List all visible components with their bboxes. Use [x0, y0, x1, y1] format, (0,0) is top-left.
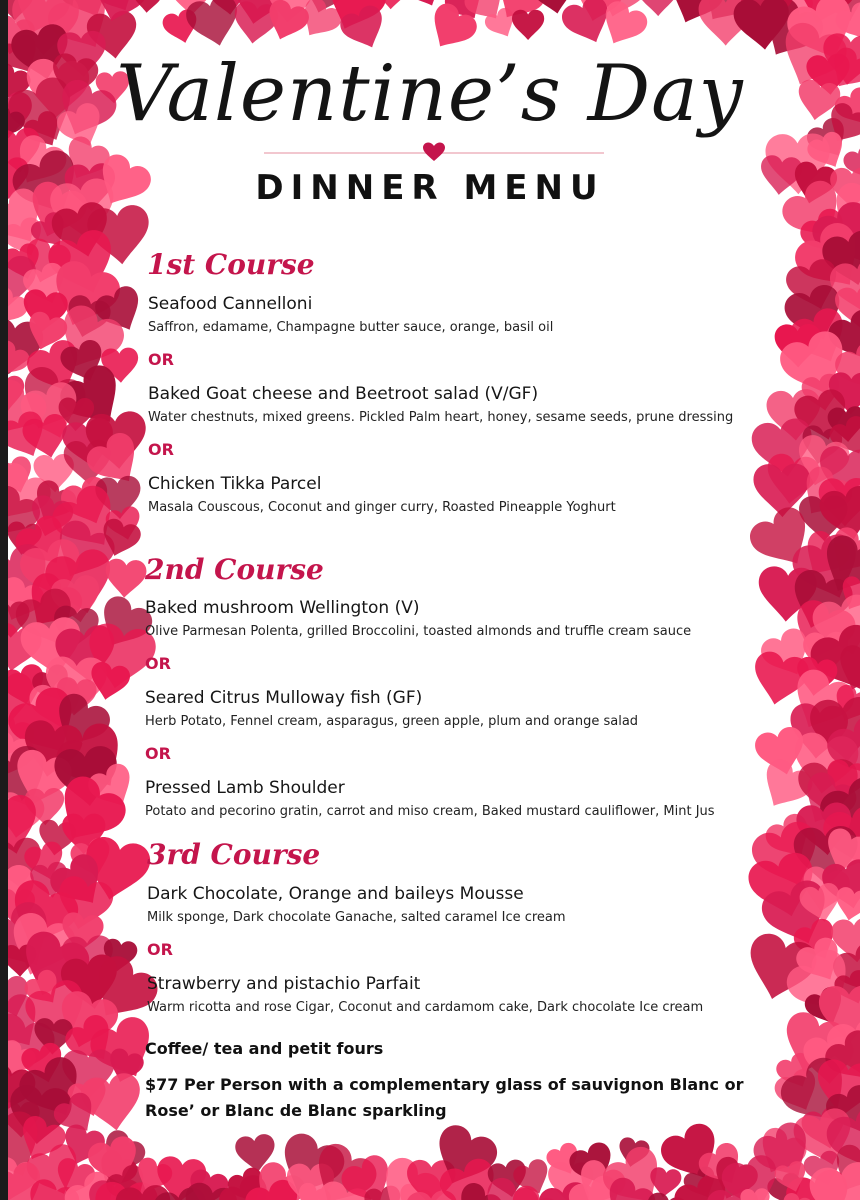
heart-icon: [422, 140, 446, 164]
dish-name: Baked Goat cheese and Beetroot salad (V/GF): [148, 384, 539, 404]
dish-description: Water chestnuts, mixed greens. Pickled Palm heart, honey, sesame seeds, prune dressing: [148, 410, 734, 425]
price-line: $77 Per Person with a complementary glass of sauvignon Blanc or Rose’ or Blanc de Blanc sparkling: [145, 1075, 744, 1120]
dish-description: Herb Potato, Fennel cream, asparagus, green apple, plum and orange salad: [145, 714, 639, 729]
or-separator: OR: [145, 654, 171, 673]
course-heading-1: 1st Course: [147, 248, 315, 281]
extras-note: Coffee/ tea and petit fours: [145, 1039, 384, 1058]
dish-description: Potato and pecorino gratin, carrot and miso cream, Baked mustard cauliflower, Mint Jus: [145, 804, 715, 819]
dish-name: Seafood Cannelloni: [148, 294, 313, 314]
menu-subtitle: DINNER MENU: [255, 168, 605, 208]
dish-name: Strawberry and pistachio Parfait: [147, 974, 421, 994]
or-separator: OR: [148, 350, 174, 369]
course-heading-3: 3rd Course: [147, 838, 321, 871]
dish-name: Chicken Tikka Parcel: [148, 474, 322, 494]
or-separator: OR: [147, 940, 173, 959]
dish-name: Pressed Lamb Shoulder: [145, 778, 345, 798]
or-separator: OR: [145, 744, 171, 763]
or-separator: OR: [148, 440, 174, 459]
dish-description: Milk sponge, Dark chocolate Ganache, salted caramel Ice cream: [147, 910, 566, 925]
course-heading-2: 2nd Course: [145, 553, 324, 586]
menu-title: Valentine’s Day: [116, 49, 744, 139]
dish-name: Seared Citrus Mulloway fish (GF): [145, 688, 423, 708]
dish-name: Dark Chocolate, Orange and baileys Mousse: [147, 884, 524, 904]
dish-description: Warm ricotta and rose Cigar, Coconut and cardamom cake, Dark chocolate Ice cream: [147, 1000, 704, 1015]
dish-description: Saffron, edamame, Champagne butter sauce, orange, basil oil: [148, 320, 554, 335]
dish-description: Masala Couscous, Coconut and ginger curry, Roasted Pineapple Yoghurt: [148, 500, 616, 515]
dish-name: Baked mushroom Wellington (V): [145, 598, 420, 618]
dish-description: Olive Parmesan Polenta, grilled Broccolini, toasted almonds and truffle cream sauce: [145, 624, 692, 639]
